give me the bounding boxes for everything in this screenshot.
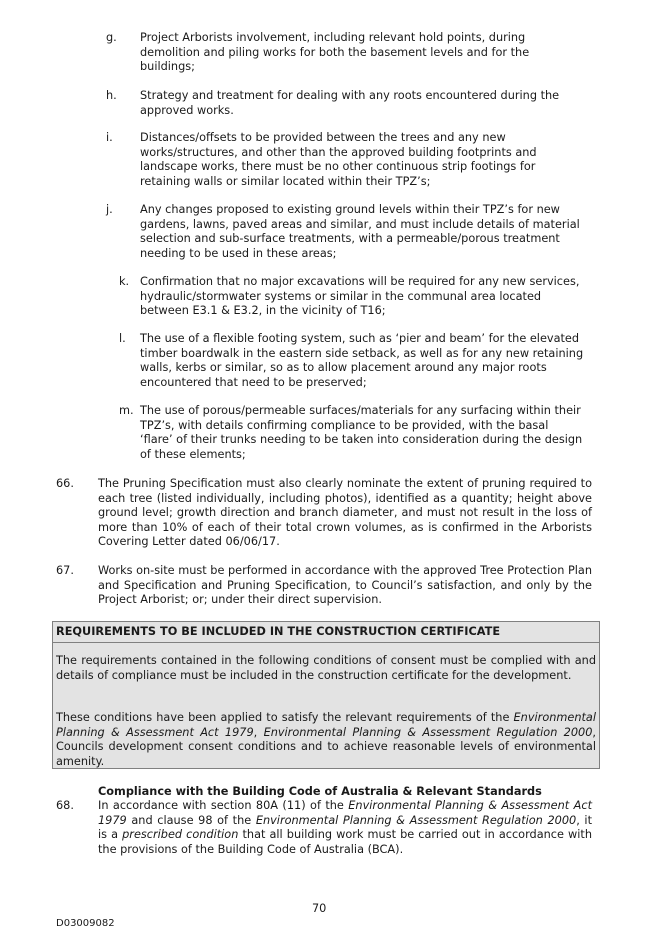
condition-text: The Pruning Specification must also clearly nominate the extent of pruning required to each tree (listed individually, including photos), identified as a quantity; height above ground level; growth direction and branch diameter, and must not result in the loss of more than 10% of each of their total crown volumes, as is confirmed in the Arborists Covering Letter dated 06/06/17. xyxy=(98,477,592,549)
section-heading: Compliance with the Building Code of Australia & Relevant Standards xyxy=(98,785,542,798)
requirements-box xyxy=(52,621,600,769)
document-id: D03009082 xyxy=(56,918,115,929)
item-text: The use of porous/permeable surfaces/materials for any surfacing within their TPZ’s, with details confirming compliance to be provided, with the basal ‘flare’ of their trunks needing to be taken into consideration during the design of these elements; xyxy=(140,404,583,461)
act-title: Environmental Planning & Assessment Act 1979 xyxy=(56,711,596,739)
page-number: 70 xyxy=(312,902,327,915)
condition-number: 67. xyxy=(56,564,74,577)
item-marker: k. xyxy=(119,275,130,288)
item-text: The use of a flexible footing system, such as ‘pier and beam’ for the elevated timber boardwalk in the eastern side setback, as well as for any new retaining walls, kerbs or similar, so as to allow placement around any major roots encountered that need to be preserved; xyxy=(140,332,584,389)
item-marker: m. xyxy=(119,404,134,417)
condition-number: 66. xyxy=(56,477,74,490)
item-text: Project Arborists involvement, including relevant hold points, during demolition and piling works for both the basement levels and for the buildings; xyxy=(140,31,530,74)
item-text: Confirmation that no major excavations will be required for any new services, hydraulic/stormwater systems or similar in the communal area located between E3.1 & E3.2, in the vicinity of T16; xyxy=(140,275,580,318)
regulation-title: Environmental Planning & Assessment Regulation 2000 xyxy=(263,725,593,739)
item-marker: l. xyxy=(119,332,126,345)
condition-text: Works on-site must be performed in accordance with the approved Tree Protection Plan and Specification and Pruning Specification, to Council’s satisfaction, and only by the Project Arborist; or; under their direct supervision. xyxy=(98,564,592,607)
condition-text: In accordance with section 80A (11) of the Environmental Planning & Assessment Act 1979 and clause 98 of the Environmental Planning & Assessment Regulation 2000, it is a prescribed condition that all building work must be carried out in accordance with the provisions of the Building Code of Australia (BCA). xyxy=(98,799,593,856)
item-marker: i. xyxy=(106,131,113,144)
item-marker: g. xyxy=(106,31,117,44)
prescribed-condition: prescribed condition xyxy=(122,828,239,842)
requirements-para-2: These conditions have been applied to satisfy the relevant requirements of the Environmental Planning & Assessment Act 1979, Environmental Planning & Assessment Regulation 2000, Councils development consent conditions and to achieve reasonable levels of environmental amenity. xyxy=(56,711,597,768)
item-marker: h. xyxy=(106,89,117,102)
item-text: Strategy and treatment for dealing with any roots encountered during the approved works. xyxy=(140,89,560,117)
item-marker: j. xyxy=(106,203,113,216)
regulation-title: Environmental Planning & Assessment Regulation 2000 xyxy=(255,813,577,827)
item-text: Any changes proposed to existing ground levels within their TPZ’s for new gardens, lawns, paved areas and similar, and must include details of material selection and sub-surface treatments, with a permeable/porous treatment needing to be used in these areas; xyxy=(140,203,580,260)
condition-number: 68. xyxy=(56,799,74,812)
requirements-heading: REQUIREMENTS TO BE INCLUDED IN THE CONSTRUCTION CERTIFICATE xyxy=(53,622,599,643)
act-title: Environmental Planning & Assessment Act 1979 xyxy=(98,799,592,827)
requirements-para-1: The requirements contained in the following conditions of consent must be complied with and details of compliance must be included in the construction certificate for the development. xyxy=(56,654,596,682)
item-text: Distances/offsets to be provided between the trees and any new works/structures, and other than the approved building footprints and landscape works, there must be no other continuous strip footings for retaining walls or similar located within their TPZ’s; xyxy=(140,131,537,188)
